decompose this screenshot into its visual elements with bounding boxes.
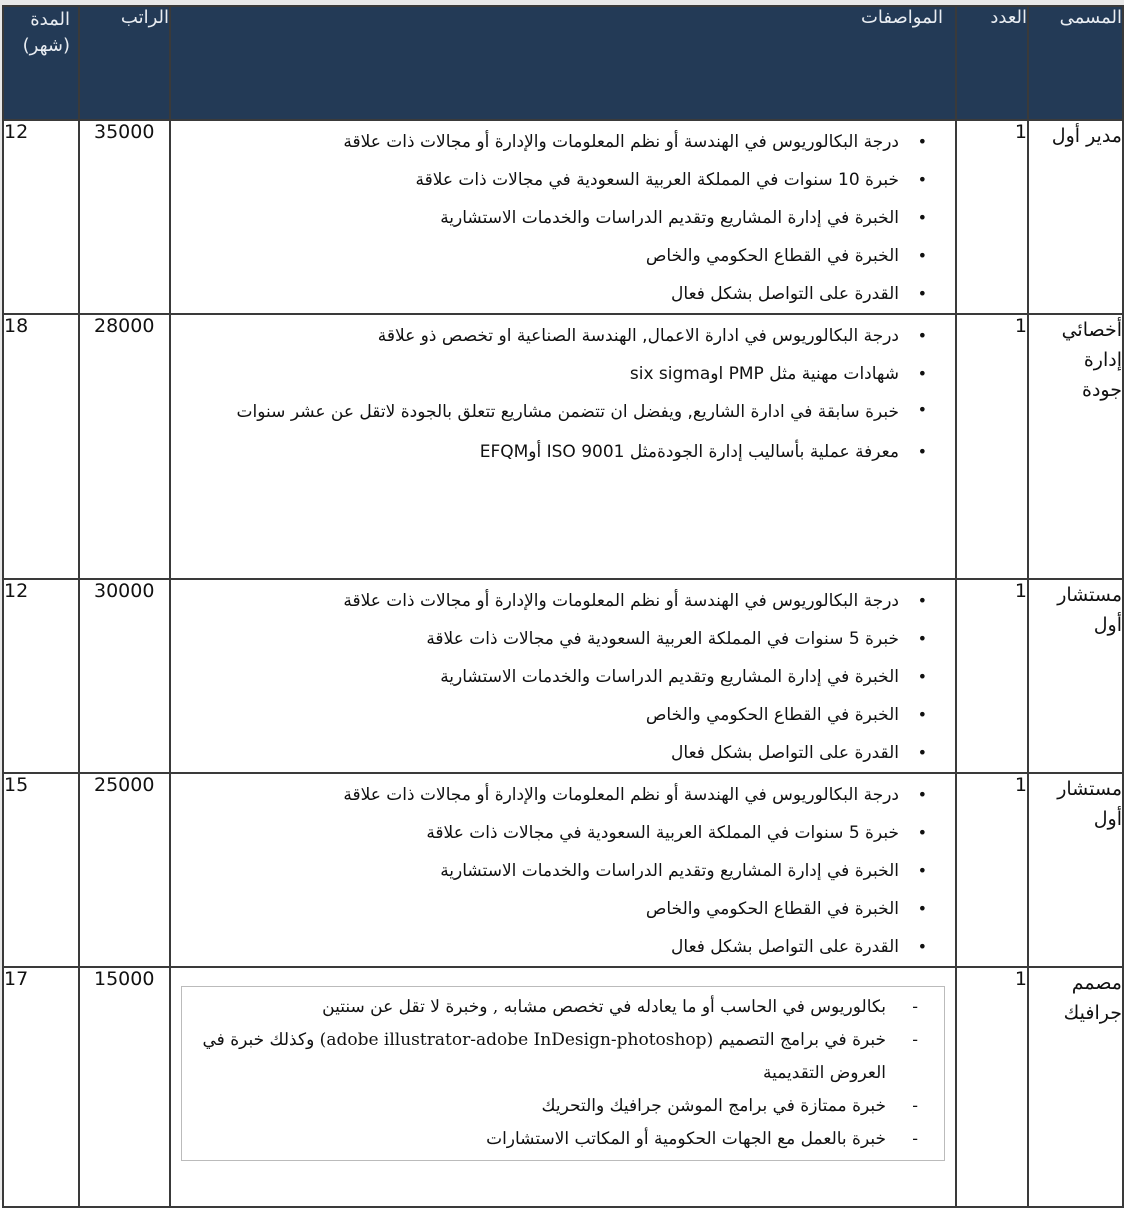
table-row (3, 120, 1123, 314)
job-salary: 35000 (79, 120, 170, 314)
job-salary: 28000 (79, 314, 170, 579)
job-title-cell (1028, 120, 1123, 314)
list-item: - خبرة ممتازة في برامج الموشن جرافيك والتحريك (192, 1090, 920, 1123)
bullet-icon: • (917, 208, 927, 227)
dash-icon: - (912, 997, 918, 1017)
job-title-line2: إدارة (1083, 349, 1122, 371)
list-item: • درجة البكالوريوس في الهندسة أو نظم المعلومات والإدارة أو مجالات ذات علاقة (181, 776, 927, 814)
list-item: • القدرة على التواصل بشكل فعال (181, 734, 927, 772)
job-title-cell (1028, 579, 1123, 773)
job-salary: 15000 (79, 967, 170, 1207)
bullet-icon: • (917, 899, 927, 918)
bullet-icon: • (917, 326, 927, 345)
specs-list (171, 315, 955, 471)
list-item: • خبرة 5 سنوات في المملكة العربية السعودية في مجالات ذات علاقة (181, 814, 927, 852)
list-item: • الخبرة في إدارة المشاريع وتقديم الدراسات والخدمات الاستشارية (181, 199, 927, 237)
list-item: • شهادات مهنية مثل PMP اوsix sigma (181, 355, 927, 393)
header-duration-label: المدة (30, 9, 70, 30)
job-count: 1 (956, 314, 1028, 579)
list-item: • القدرة على التواصل بشكل فعال (181, 275, 927, 313)
job-title: مصمم (1071, 972, 1122, 994)
bullet-icon: • (917, 667, 927, 686)
bullet-icon: • (917, 400, 927, 419)
table-row (3, 314, 1123, 579)
job-count: 1 (956, 120, 1028, 314)
dash-icon: - (912, 1129, 918, 1149)
bullet-icon: • (917, 861, 927, 880)
job-title-line3: جودة (1082, 379, 1122, 401)
bullet-icon: • (917, 823, 927, 842)
list-item: • خبرة 5 سنوات في المملكة العربية السعودية في مجالات ذات علاقة (181, 620, 927, 658)
list-item: - خبرة في برامج التصميم (adobe illustrator-adobe InDesign-photoshop) وكذلك خبرة في العروض التقديمية (192, 1024, 920, 1090)
list-item: • معرفة عملية بأساليب إدارة الجودةمثل ISO 9001 أوEFQM (181, 433, 927, 471)
bullet-icon: • (917, 743, 927, 762)
bullet-icon: • (917, 170, 927, 189)
bullet-icon: • (917, 284, 927, 303)
list-item: • الخبرة في إدارة المشاريع وتقديم الدراسات والخدمات الاستشارية (181, 658, 927, 696)
specs-list (171, 121, 955, 313)
bullet-icon: • (917, 442, 927, 461)
job-title-cell (1028, 773, 1123, 967)
bullet-icon: • (917, 591, 927, 610)
bullet-icon: • (917, 785, 927, 804)
job-title: مستشار (1057, 584, 1122, 606)
job-title-line2: أول (1093, 808, 1122, 830)
list-item: • خبرة 10 سنوات في المملكة العربية السعودية في مجالات ذات علاقة (181, 161, 927, 199)
dash-icon: - (912, 1030, 918, 1050)
bullet-icon: • (917, 629, 927, 648)
job-duration: 18 (3, 314, 79, 579)
job-duration: 17 (3, 967, 79, 1207)
list-item: • القدرة على التواصل بشكل فعال (181, 928, 927, 966)
job-duration: 15 (3, 773, 79, 967)
job-title: مدير أول (1051, 125, 1122, 147)
job-specs-cell (170, 314, 956, 579)
job-count: 1 (956, 967, 1028, 1207)
job-title-line2: جرافيك (1063, 1002, 1122, 1024)
list-item: - خبرة بالعمل مع الجهات الحكومية أو المكاتب الاستشارات (192, 1123, 920, 1156)
header-duration-unit: (شهر) (22, 35, 70, 56)
bullet-icon: • (917, 364, 927, 383)
job-title-cell (1028, 967, 1123, 1207)
list-item: • الخبرة في إدارة المشاريع وتقديم الدراسات والخدمات الاستشارية (181, 852, 927, 890)
list-item: - بكالوريوس في الحاسب أو ما يعادله في تخصص مشابه , وخبرة لا تقل عن سنتين (192, 991, 920, 1024)
job-count: 1 (956, 579, 1028, 773)
bullet-icon: • (917, 705, 927, 724)
list-item: • الخبرة في القطاع الحكومي والخاص (181, 696, 927, 734)
specs-list (192, 991, 920, 1156)
jobs-table (2, 5, 1124, 1208)
bullet-icon: • (917, 132, 927, 151)
header-row (3, 6, 1123, 120)
job-duration: 12 (3, 120, 79, 314)
job-specs-cell (170, 773, 956, 967)
list-item: • درجة البكالوريوس في ادارة الاعمال, الهندسة الصناعية او تخصص ذو علاقة (181, 317, 927, 355)
dash-icon: - (912, 1096, 918, 1116)
table-row (3, 773, 1123, 967)
header-duration (3, 6, 79, 120)
job-specs-cell (170, 579, 956, 773)
header-title: المسمى (1028, 6, 1123, 120)
specs-list (171, 774, 955, 966)
job-title-line2: أول (1093, 614, 1122, 636)
bullet-icon: • (917, 246, 927, 265)
specs-list (171, 580, 955, 772)
table-row (3, 967, 1123, 1207)
job-specs-cell (170, 967, 956, 1207)
list-item: • درجة البكالوريوس في الهندسة أو نظم المعلومات والإدارة أو مجالات ذات علاقة (181, 123, 927, 161)
header-specs: المواصفات (170, 6, 956, 120)
header-count: العدد (956, 6, 1028, 120)
list-item: • درجة البكالوريوس في الهندسة أو نظم المعلومات والإدارة أو مجالات ذات علاقة (181, 582, 927, 620)
table-row (3, 579, 1123, 773)
job-salary: 25000 (79, 773, 170, 967)
list-item: • الخبرة في القطاع الحكومي والخاص (181, 890, 927, 928)
job-count: 1 (956, 773, 1028, 967)
job-title-cell (1028, 314, 1123, 579)
list-item: • الخبرة في القطاع الحكومي والخاص (181, 237, 927, 275)
job-specs-cell (170, 120, 956, 314)
job-title: أخصائي (1061, 319, 1122, 341)
bullet-icon: • (917, 937, 927, 956)
pasted-specs-box (181, 986, 945, 1161)
job-duration: 12 (3, 579, 79, 773)
job-salary: 30000 (79, 579, 170, 773)
header-salary: الراتب (79, 6, 170, 120)
job-title: مستشار (1057, 778, 1122, 800)
list-item: • خبرة سابقة في ادارة الشاريع, ويفضل ان تتضمن مشاريع تتعلق بالجودة لاتقل عن عشر سنوات (181, 393, 927, 433)
